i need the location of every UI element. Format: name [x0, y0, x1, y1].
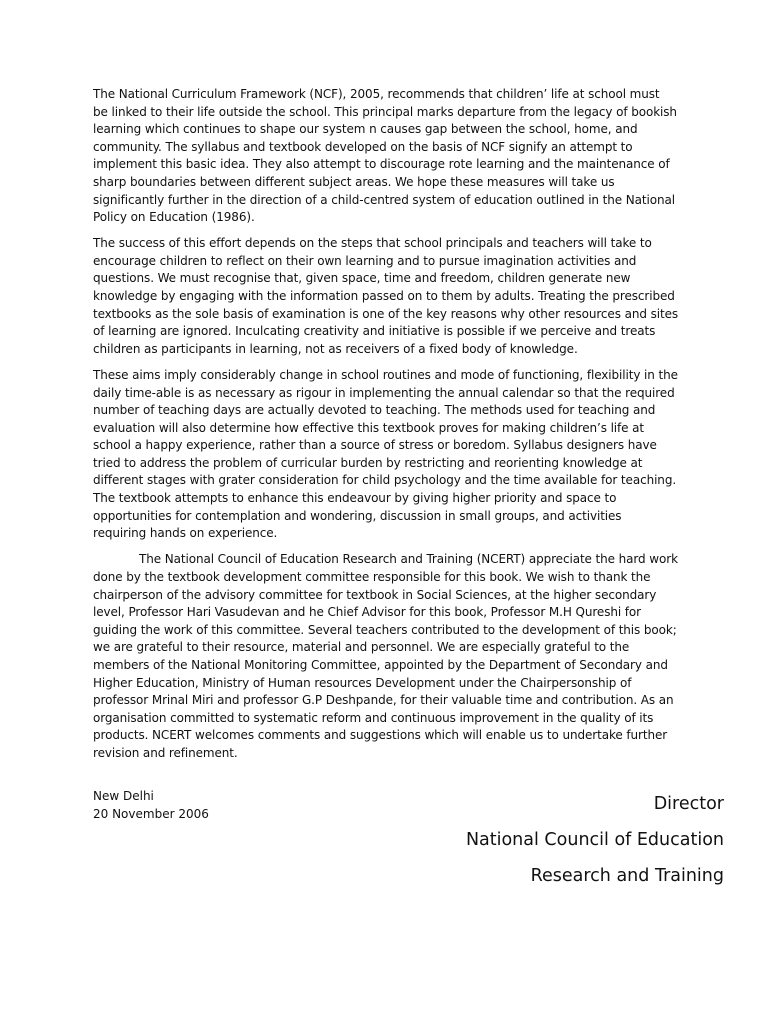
signature-block — [466, 786, 724, 894]
paragraph-success: The success of this effort depends on the steps that school principals and teachers will take to encourage children to reflect on their own learning and to pursue imagination activities and questions. We must recognise that, given space, time and freedom, children generate new knowledge by engaging with the information passed on to them by adults. Treating the prescribed textbooks as the sole basis of examination is one of the key reasons why other resources and sites of learning are ignored. Inculcating creativity and initiative is possible if we perceive and treats children as participants in learning, not as receivers of a fixed body of knowledge. — [93, 236, 678, 356]
foreword-body — [93, 86, 678, 771]
signature-org-line-2: Research and Training — [530, 866, 724, 886]
place: New Delhi — [93, 789, 154, 803]
paragraph-ncf: The National Curriculum Framework (NCF), 2005, recommends that children’ life at school must be linked to their life outside the school. This principal marks departure from the legacy of bookish learning which continues to shape our system n causes gap between the school, home, and community. The syllabus and textbook developed on the basis of NCF signify an attempt to implement this basic idea. They also attempt to discourage rote learning and the maintenance of sharp boundaries between different subject areas. We hope these measures will take us significantly further in the direction of a child-centred system of education outlined in the National Policy on Education (1986). — [93, 87, 677, 225]
paragraph-acknowledgements: The National Council of Education Research and Training (NCERT) appreciate the hard work done by the textbook development committee responsible for this book. We wish to thank the chairperson of the advisory committee for textbook in Social Sciences, at the higher secondary level, Professor Hari Vasudevan and he Chief Advisor for this book, Professor M.H Qureshi for guiding the work of this committee. Several teachers contributed to the development of this book; we are grateful to their resource, material and personnel. We are especially grateful to the members of the National Monitoring Committee, appointed by the Department of Secondary and Higher Education, Ministry of Human resources Development under the Chairpersonship of professor Mrinal Miri and professor G.P Deshpande, for their valuable time and contribution. As an organisation committed to systematic reform and continuous improvement in the quality of its products. NCERT welcomes comments and suggestions which will enable us to undertake further revision and refinement. — [93, 552, 678, 760]
place-date-block — [93, 788, 209, 823]
date: 20 November 2006 — [93, 806, 209, 821]
signature-org-line-1: National Council of Education — [465, 830, 724, 850]
signature-title: Director — [653, 794, 724, 814]
paragraph-aims: These aims imply considerably change in school routines and mode of functioning, flexibility in the daily time-able is as necessary as rigour in implementing the annual calendar so that the required number of teaching days are actually devoted to teaching. The methods used for teaching and evaluation will also determine how effective this textbook proves for making children’s life at school a happy experience, rather than a source of stress or boredom. Syllabus designers have tried to address the problem of curricular burden by restricting and reorienting knowledge at different stages with grater consideration for child psychology and the time available for teaching. The textbook attempts to enhance this endeavour by giving higher priority and space to opportunities for contemplation and wondering, discussion in small groups, and activities requiring hands on experience. — [93, 367, 678, 541]
